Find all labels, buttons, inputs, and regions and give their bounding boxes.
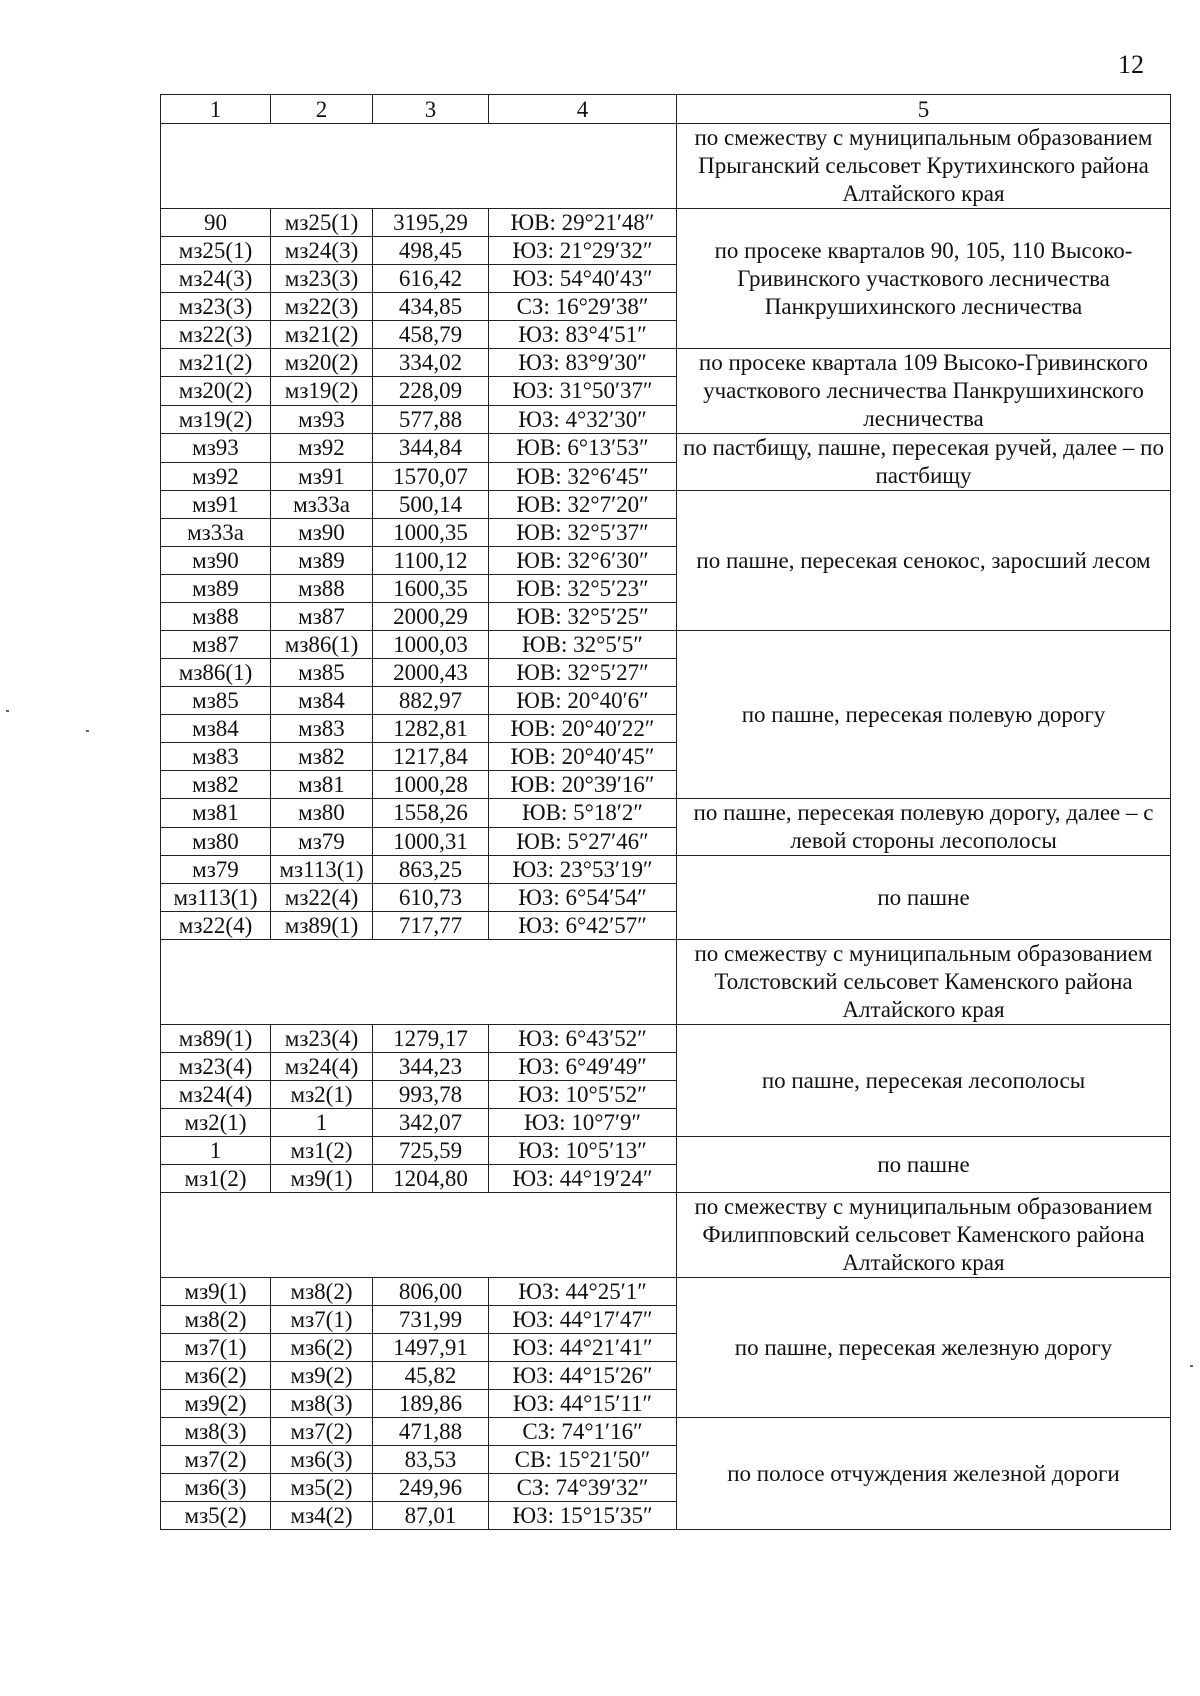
to-point-cell: мз6(2) (271, 1334, 373, 1362)
table-row (161, 209, 1171, 237)
boundary-description: по полосе отчуждения железной дороги (677, 1418, 1171, 1530)
bearing-cell: ЮЗ: 44°19′24″ (489, 1165, 677, 1193)
length-cell: 344,23 (373, 1053, 489, 1081)
from-point-cell: 1 (161, 1137, 271, 1165)
to-point-cell: мз19(2) (271, 377, 373, 405)
from-point-cell: мз21(2) (161, 349, 271, 377)
bearing-cell: ЮЗ: 44°25′1″ (489, 1278, 677, 1306)
boundary-description: по пашне, пересекая железную дорогу (677, 1278, 1171, 1418)
to-point-cell: мз5(2) (271, 1474, 373, 1502)
to-point-cell: мз90 (271, 519, 373, 547)
to-point-cell: мз22(4) (271, 884, 373, 912)
to-point-cell: мз9(2) (271, 1362, 373, 1390)
bearing-cell: ЮВ: 5°27′46″ (489, 827, 677, 856)
boundary-table (160, 94, 1171, 1530)
column-header-1: 1 (161, 95, 271, 124)
length-cell: 577,88 (373, 405, 489, 433)
length-cell: 1279,17 (373, 1025, 489, 1053)
page-number: 12 (1118, 50, 1144, 79)
table-row (161, 1137, 1171, 1165)
bearing-cell: ЮЗ: 6°49′49″ (489, 1053, 677, 1081)
boundary-description: по пашне (677, 1137, 1171, 1193)
bearing-cell: ЮЗ: 44°15′26″ (489, 1362, 677, 1390)
from-point-cell: мз22(3) (161, 321, 271, 349)
bearing-cell: ЮВ: 32°7′20″ (489, 491, 677, 519)
to-point-cell: мз22(3) (271, 293, 373, 321)
from-point-cell: мз23(4) (161, 1053, 271, 1081)
to-point-cell: мз33а (271, 491, 373, 519)
bearing-cell: ЮВ: 20°39′16″ (489, 771, 677, 799)
bearing-cell: ЮВ: 32°5′27″ (489, 659, 677, 687)
to-point-cell: мз4(2) (271, 1502, 373, 1530)
table-header-row (161, 95, 1171, 124)
to-point-cell: мз25(1) (271, 209, 373, 237)
bearing-cell: ЮВ: 32°6′30″ (489, 547, 677, 575)
length-cell: 1000,03 (373, 631, 489, 659)
from-point-cell: мз25(1) (161, 237, 271, 265)
length-cell: 498,45 (373, 237, 489, 265)
to-point-cell: мз82 (271, 743, 373, 771)
length-cell: 1217,84 (373, 743, 489, 771)
scan-speck (6, 710, 9, 712)
bearing-cell: ЮВ: 5°18′2″ (489, 799, 677, 828)
bearing-cell: ЮВ: 6°13′53″ (489, 434, 677, 463)
from-point-cell: мз1(2) (161, 1165, 271, 1193)
to-point-cell: мз1(2) (271, 1137, 373, 1165)
boundary-description: по пастбищу, пашне, пересекая ручей, далее – по пастбищу (677, 434, 1171, 491)
from-point-cell: мз85 (161, 687, 271, 715)
length-cell: 1000,28 (373, 771, 489, 799)
length-cell: 993,78 (373, 1081, 489, 1109)
to-point-cell: мз81 (271, 771, 373, 799)
from-point-cell: мз2(1) (161, 1109, 271, 1137)
from-point-cell: мз20(2) (161, 377, 271, 405)
from-point-cell: мз33а (161, 519, 271, 547)
table-row (161, 1418, 1171, 1446)
to-point-cell: мз113(1) (271, 856, 373, 884)
to-point-cell: мз24(3) (271, 237, 373, 265)
section-blank-cell (161, 124, 677, 209)
section-description: по смежеству с муниципальным образованием Толстовский сельсовет Каменского района Алтайского края (677, 940, 1171, 1025)
length-cell: 334,02 (373, 349, 489, 377)
to-point-cell: мз8(2) (271, 1278, 373, 1306)
length-cell: 1282,81 (373, 715, 489, 743)
length-cell: 863,25 (373, 856, 489, 884)
length-cell: 731,99 (373, 1306, 489, 1334)
column-header-4: 4 (489, 95, 677, 124)
column-header-2: 2 (271, 95, 373, 124)
from-point-cell: мз80 (161, 827, 271, 856)
bearing-cell: ЮЗ: 83°9′30″ (489, 349, 677, 377)
boundary-description: по пашне, пересекая сенокос, заросший лесом (677, 491, 1171, 631)
bearing-cell: ЮВ: 20°40′22″ (489, 715, 677, 743)
from-point-cell: мз92 (161, 462, 271, 491)
from-point-cell: мз9(2) (161, 1390, 271, 1418)
column-header-3: 3 (373, 95, 489, 124)
table-row (161, 434, 1171, 463)
from-point-cell: мз89(1) (161, 1025, 271, 1053)
length-cell: 500,14 (373, 491, 489, 519)
length-cell: 344,84 (373, 434, 489, 463)
bearing-cell: ЮЗ: 6°54′54″ (489, 884, 677, 912)
section-row (161, 1193, 1171, 1278)
to-point-cell: мз87 (271, 603, 373, 631)
from-point-cell: мз19(2) (161, 405, 271, 433)
to-point-cell: мз7(1) (271, 1306, 373, 1334)
table-row (161, 491, 1171, 519)
bearing-cell: ЮЗ: 44°15′11″ (489, 1390, 677, 1418)
to-point-cell: мз23(4) (271, 1025, 373, 1053)
to-point-cell: мз2(1) (271, 1081, 373, 1109)
bearing-cell: СЗ: 74°39′32″ (489, 1474, 677, 1502)
from-point-cell: мз86(1) (161, 659, 271, 687)
length-cell: 806,00 (373, 1278, 489, 1306)
bearing-cell: ЮВ: 32°5′5″ (489, 631, 677, 659)
bearing-cell: ЮЗ: 4°32′30″ (489, 405, 677, 433)
bearing-cell: ЮВ: 32°5′25″ (489, 603, 677, 631)
length-cell: 1558,26 (373, 799, 489, 828)
to-point-cell: 1 (271, 1109, 373, 1137)
bearing-cell: СВ: 15°21′50″ (489, 1446, 677, 1474)
bearing-cell: ЮВ: 32°5′37″ (489, 519, 677, 547)
bearing-cell: ЮЗ: 44°21′41″ (489, 1334, 677, 1362)
section-row (161, 940, 1171, 1025)
length-cell: 717,77 (373, 912, 489, 940)
length-cell: 1570,07 (373, 462, 489, 491)
from-point-cell: мз9(1) (161, 1278, 271, 1306)
scan-speck (1190, 1365, 1193, 1367)
from-point-cell: мз90 (161, 547, 271, 575)
bearing-cell: ЮЗ: 15°15′35″ (489, 1502, 677, 1530)
to-point-cell: мз91 (271, 462, 373, 491)
from-point-cell: мз8(2) (161, 1306, 271, 1334)
section-row (161, 124, 1171, 209)
scan-speck (86, 730, 89, 732)
length-cell: 458,79 (373, 321, 489, 349)
length-cell: 249,96 (373, 1474, 489, 1502)
to-point-cell: мз20(2) (271, 349, 373, 377)
length-cell: 1204,80 (373, 1165, 489, 1193)
table-row (161, 799, 1171, 828)
to-point-cell: мз7(2) (271, 1418, 373, 1446)
from-point-cell: мз23(3) (161, 293, 271, 321)
bearing-cell: ЮЗ: 10°7′9″ (489, 1109, 677, 1137)
bearing-cell: ЮЗ: 6°42′57″ (489, 912, 677, 940)
bearing-cell: ЮЗ: 54°40′43″ (489, 265, 677, 293)
column-header-5: 5 (677, 95, 1171, 124)
length-cell: 3195,29 (373, 209, 489, 237)
bearing-cell: ЮВ: 32°5′23″ (489, 575, 677, 603)
to-point-cell: мз79 (271, 827, 373, 856)
bearing-cell: ЮВ: 20°40′45″ (489, 743, 677, 771)
length-cell: 616,42 (373, 265, 489, 293)
length-cell: 45,82 (373, 1362, 489, 1390)
length-cell: 882,97 (373, 687, 489, 715)
length-cell: 471,88 (373, 1418, 489, 1446)
from-point-cell: мз8(3) (161, 1418, 271, 1446)
from-point-cell: мз87 (161, 631, 271, 659)
length-cell: 1600,35 (373, 575, 489, 603)
boundary-description: по пашне, пересекая лесополосы (677, 1025, 1171, 1137)
to-point-cell: мз80 (271, 799, 373, 828)
from-point-cell: мз79 (161, 856, 271, 884)
length-cell: 87,01 (373, 1502, 489, 1530)
to-point-cell: мз23(3) (271, 265, 373, 293)
table-row (161, 631, 1171, 659)
bearing-cell: ЮЗ: 44°17′47″ (489, 1306, 677, 1334)
bearing-cell: ЮЗ: 83°4′51″ (489, 321, 677, 349)
length-cell: 228,09 (373, 377, 489, 405)
to-point-cell: мз8(3) (271, 1390, 373, 1418)
bearing-cell: ЮЗ: 21°29′32″ (489, 237, 677, 265)
from-point-cell: мз24(4) (161, 1081, 271, 1109)
to-point-cell: мз24(4) (271, 1053, 373, 1081)
from-point-cell: мз89 (161, 575, 271, 603)
length-cell: 725,59 (373, 1137, 489, 1165)
table-row (161, 1025, 1171, 1053)
length-cell: 1000,31 (373, 827, 489, 856)
from-point-cell: мз88 (161, 603, 271, 631)
boundary-description: по пашне, пересекая полевую дорогу (677, 631, 1171, 799)
to-point-cell: мз85 (271, 659, 373, 687)
from-point-cell: мз81 (161, 799, 271, 828)
boundary-description: по пашне, пересекая полевую дорогу, далее – с левой стороны лесополосы (677, 799, 1171, 856)
from-point-cell: мз24(3) (161, 265, 271, 293)
bearing-cell: ЮВ: 32°6′45″ (489, 462, 677, 491)
to-point-cell: мз83 (271, 715, 373, 743)
bearing-cell: ЮЗ: 6°43′52″ (489, 1025, 677, 1053)
bearing-cell: ЮЗ: 10°5′52″ (489, 1081, 677, 1109)
table-row (161, 856, 1171, 884)
length-cell: 1497,91 (373, 1334, 489, 1362)
length-cell: 434,85 (373, 293, 489, 321)
bearing-cell: ЮЗ: 10°5′13″ (489, 1137, 677, 1165)
to-point-cell: мз88 (271, 575, 373, 603)
length-cell: 1000,35 (373, 519, 489, 547)
to-point-cell: мз9(1) (271, 1165, 373, 1193)
bearing-cell: ЮВ: 29°21′48″ (489, 209, 677, 237)
length-cell: 83,53 (373, 1446, 489, 1474)
length-cell: 1100,12 (373, 547, 489, 575)
section-blank-cell (161, 1193, 677, 1278)
bearing-cell: СЗ: 16°29′38″ (489, 293, 677, 321)
to-point-cell: мз6(3) (271, 1446, 373, 1474)
from-point-cell: мз93 (161, 434, 271, 463)
bearing-cell: ЮВ: 20°40′6″ (489, 687, 677, 715)
from-point-cell: мз84 (161, 715, 271, 743)
bearing-cell: ЮЗ: 23°53′19″ (489, 856, 677, 884)
to-point-cell: мз92 (271, 434, 373, 463)
from-point-cell: мз91 (161, 491, 271, 519)
from-point-cell: мз6(3) (161, 1474, 271, 1502)
from-point-cell: мз83 (161, 743, 271, 771)
length-cell: 189,86 (373, 1390, 489, 1418)
to-point-cell: мз21(2) (271, 321, 373, 349)
length-cell: 2000,29 (373, 603, 489, 631)
boundary-description: по просеке квартала 109 Высоко-Гривинского участкового лесничества Панкрушихинского лесничества (677, 349, 1171, 434)
bearing-cell: ЮЗ: 31°50′37″ (489, 377, 677, 405)
section-description: по смежеству с муниципальным образованием Прыганский сельсовет Крутихинского района Алтайского края (677, 124, 1171, 209)
from-point-cell: мз82 (161, 771, 271, 799)
table-row (161, 349, 1171, 377)
section-description: по смежеству с муниципальным образованием Филипповский сельсовет Каменского района Алтайского края (677, 1193, 1171, 1278)
from-point-cell: мз22(4) (161, 912, 271, 940)
section-blank-cell (161, 940, 677, 1025)
from-point-cell: мз7(1) (161, 1334, 271, 1362)
to-point-cell: мз89(1) (271, 912, 373, 940)
to-point-cell: мз89 (271, 547, 373, 575)
length-cell: 342,07 (373, 1109, 489, 1137)
bearing-cell: СЗ: 74°1′16″ (489, 1418, 677, 1446)
table-row (161, 1278, 1171, 1306)
length-cell: 610,73 (373, 884, 489, 912)
boundary-description: по просеке кварталов 90, 105, 110 Высоко-Гривинского участкового лесничества Панкрушихинского лесничества (677, 209, 1171, 349)
from-point-cell: мз113(1) (161, 884, 271, 912)
from-point-cell: 90 (161, 209, 271, 237)
to-point-cell: мз86(1) (271, 631, 373, 659)
from-point-cell: мз5(2) (161, 1502, 271, 1530)
to-point-cell: мз84 (271, 687, 373, 715)
from-point-cell: мз6(2) (161, 1362, 271, 1390)
from-point-cell: мз7(2) (161, 1446, 271, 1474)
boundary-description: по пашне (677, 856, 1171, 940)
to-point-cell: мз93 (271, 405, 373, 433)
length-cell: 2000,43 (373, 659, 489, 687)
